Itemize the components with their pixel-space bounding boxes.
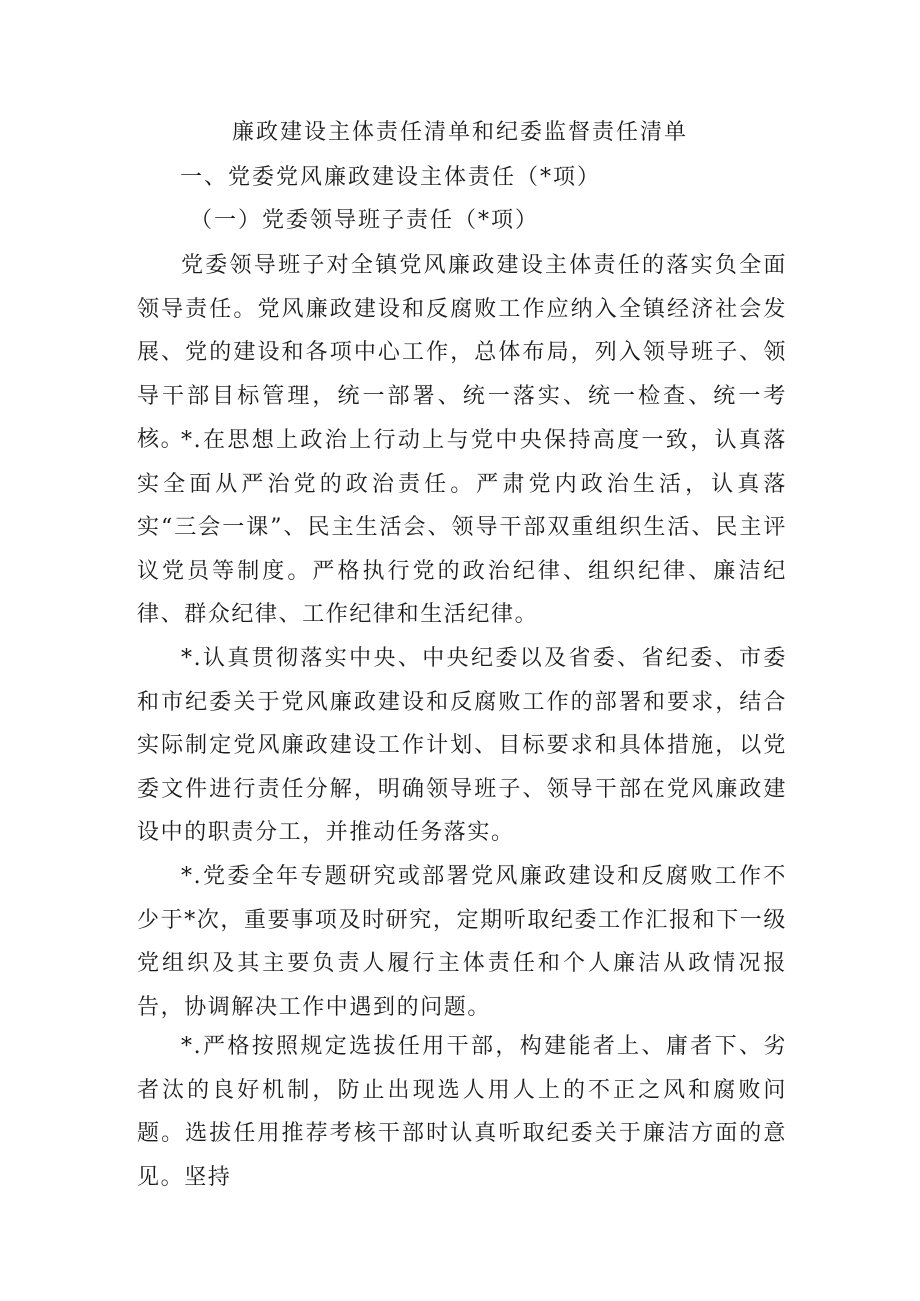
document-title: 廉政建设主体责任清单和纪委监督责任清单: [231, 120, 688, 145]
section-heading: 一、党委党风廉政建设主体责任（*项）: [180, 165, 602, 190]
paragraph: *.严格按照规定选拔任用干部，构建能者上、庸者下、劣者汰的良好机制，防止出现选人用人上的不正之风和腐败问题。选拔任用推荐考核干部时认真听取纪委关于廉洁方面的意见。坚持: [137, 1034, 787, 1190]
paragraph: *.认真贯彻落实中央、中央纪委以及省委、省纪委、市委和市纪委关于党风廉政建设和反腐败工作的部署和要求，结合实际制定党风廉政建设工作计划、目标要求和具体措施，以党委文件进行责任分解，明确领导班子、领导干部在党风廉政建设中的职责分工，并推动任务落实。: [137, 646, 787, 845]
paragraph: *.党委全年专题研究或部署党风廉政建设和反腐败工作不少于*次，重要事项及时研究，定期听取纪委工作汇报和下一级党组织及其主要负责人履行主体责任和个人廉洁从政情况报告，协调解决工作中遇到的问题。: [137, 864, 787, 1020]
subsection-heading: （一）党委领导班子责任（*项）: [190, 208, 540, 233]
paragraph: *.在思想上政治上行动上与党中央保持高度一致，认真落实全面从严治党的政治责任。严肃党内政治生活，认真落实“三会一课”、民主生活会、领导干部双重组织生活、民主评议党员等制度。严格执行党的政治纪律、组织纪律、廉洁纪律、群众纪律、工作纪律和生活纪律。: [137, 428, 787, 627]
paragraph: 党委领导班子对全镇党风廉政建设主体责任的落实负全面领导责任。党风廉政建设和反腐败工作应纳入全镇经济社会发展、党的建设和各项中心工作，总体布局，列入领导班子、领导干部目标管理，统一部署、统一落实、统一检查、统一考核。: [137, 253, 787, 452]
